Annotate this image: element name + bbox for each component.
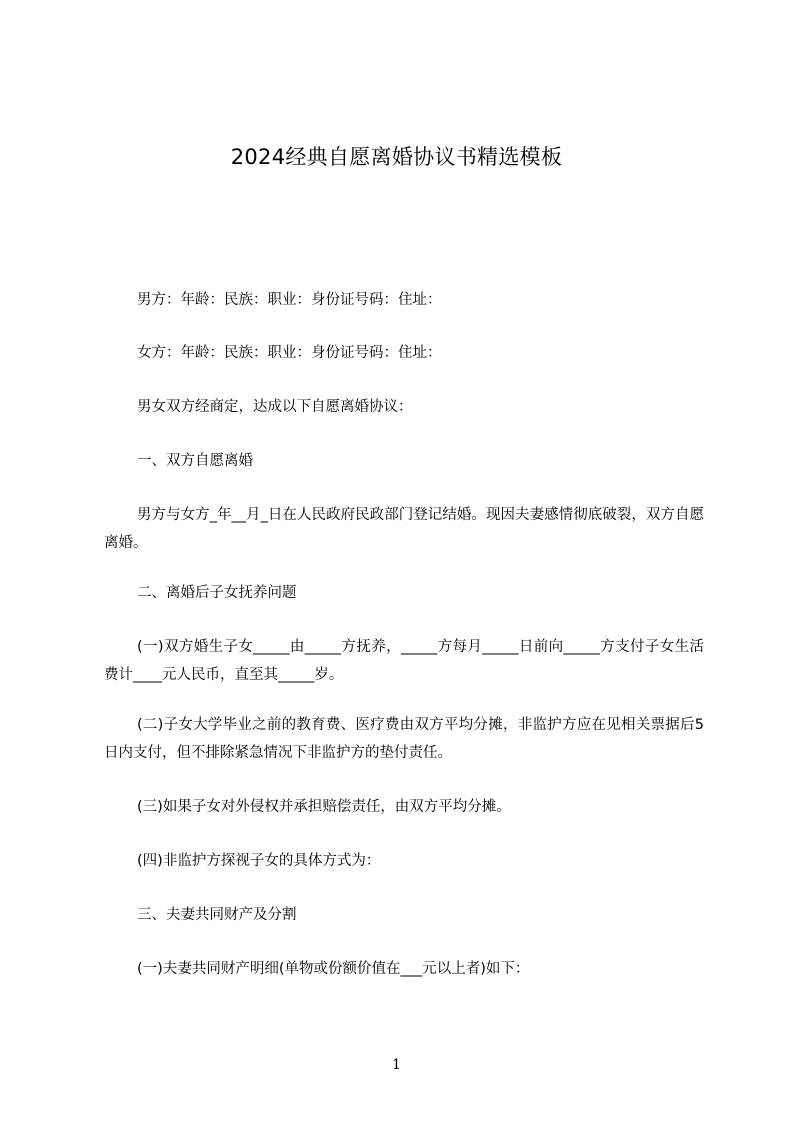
section-heading-2: 二、离婚后子女抚养问题 — [137, 585, 297, 601]
child-custody-clause-1: (一)双方婚生子女_____由_____方抚养，_____方每月_____日前向_____方支付子女生活费计____元人民币，直至其_____岁。 — [104, 639, 704, 683]
page-number: 1 — [392, 1057, 401, 1073]
property-clause-1: (一)夫妻共同财产明细(单物或份额价值在___元以上者)如下： — [137, 961, 530, 977]
marriage-registration-clause: 男方与女方_年__月_日在人民政府民政部门登记结婚。现因夫妻感情彻底破裂，双方自愿离婚。 — [104, 507, 704, 551]
male-party-info: 男方：年龄：民族：职业：身份证号码：住址： — [137, 292, 442, 308]
child-custody-clause-4: (四)非监护方探视子女的具体方式为： — [137, 853, 381, 869]
agreement-intro: 男女双方经商定，达成以下自愿离婚协议： — [137, 399, 413, 415]
child-custody-clause-3: (三)如果子女对外侵权并承担赔偿责任，由双方平均分摊。 — [137, 799, 511, 815]
section-heading-1: 一、双方自愿离婚 — [137, 453, 253, 469]
female-party-info: 女方：年龄：民族：职业：身份证号码：住址： — [137, 345, 442, 361]
child-custody-clause-2: (二)子女大学毕业之前的教育费、医疗费由双方平均分摊，非监护方应在见相关票据后5日内支付，但不排除紧急情况下非监护方的垫付责任。 — [104, 717, 704, 761]
document-title: 2024经典自愿离婚协议书精选模板 — [230, 145, 563, 169]
section-heading-3: 三、夫妻共同财产及分割 — [137, 907, 297, 923]
